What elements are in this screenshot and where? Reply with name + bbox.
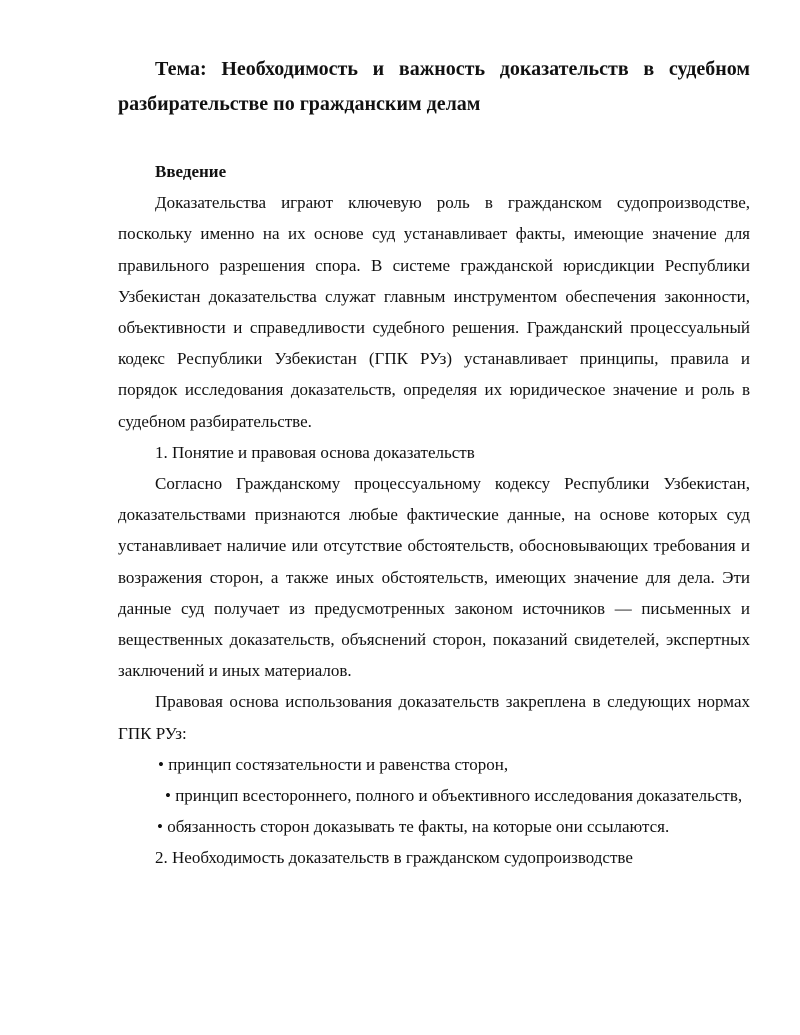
intro-heading: Введение: [155, 162, 227, 181]
document-body: [118, 156, 750, 874]
section-1-paragraph: Согласно Гражданскому процессуальному кодексу Республики Узбекистан, доказательствами признаются любые фактические данные, на основе которых суд устанавливает наличие или отсутствие обстоятельств, обосновывающих требования и возражения сторон, а также иных обстоятельств, имеющих значение для дела. Эти данные суд получает из предусмотренных законом источников — письменных и вещественных доказательств, объяснений сторон, показаний свидетелей, экспертных заключений и иных материалов.: [118, 474, 750, 681]
bullet-item: • принцип состязательности и равенства сторон,: [158, 754, 509, 774]
section-1-heading: 1. Понятие и правовая основа доказательств: [155, 442, 475, 462]
document-title: Тема: Необходимость и важность доказательств в судебном разбирательстве по гражданским делам: [118, 58, 750, 115]
section-2-heading: 2. Необходимость доказательств в гражданском судопроизводстве: [155, 848, 633, 868]
legal-basis-paragraph: Правовая основа использования доказательств закреплена в следующих нормах ГПК РУз:: [118, 692, 750, 743]
intro-paragraph: Доказательства играют ключевую роль в гражданском судопроизводстве, поскольку именно на их основе суд устанавливает факты, имеющие значение для правильного разрешения спора. В системе гражданской юрисдикции Республики Узбекистан доказательства служат главным инструментом обеспечения законности, объективности и справедливости судебного решения. Гражданский процессуальный кодекс Республики Узбекистан (ГПК РУз) устанавливает принципы, правила и порядок исследования доказательств, определяя их юридическое значение и роль в судебном разбирательстве.: [118, 193, 750, 431]
bullet-item: • принцип всестороннего, полного и объективного исследования доказательств,: [165, 786, 743, 806]
bullet-item: • обязанность сторон доказывать те факты, на которые они ссылаются.: [157, 817, 670, 837]
